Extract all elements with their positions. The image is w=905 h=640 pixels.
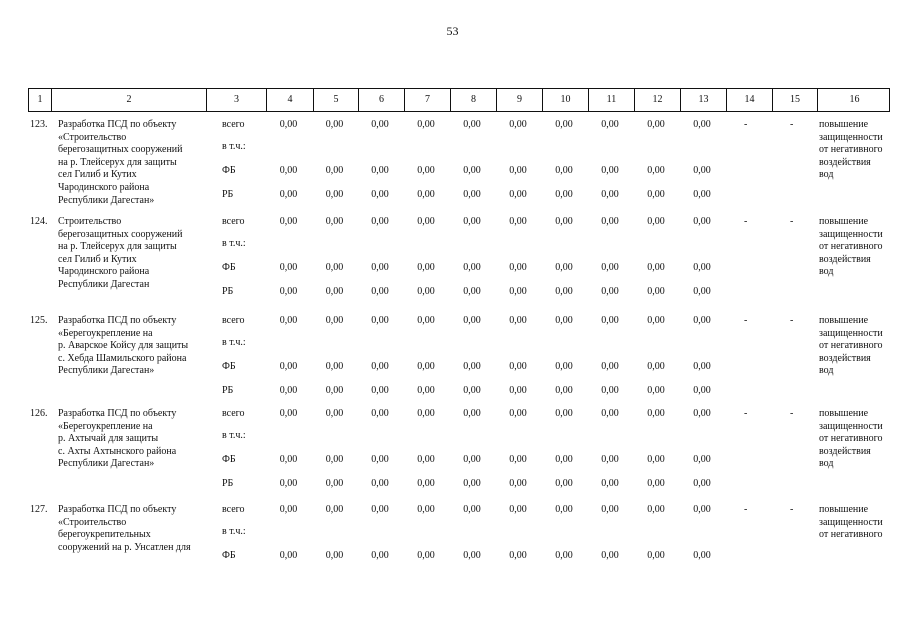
effect-line: повышение	[819, 504, 869, 515]
value-cell: 0,00	[693, 315, 711, 326]
col14-value: -	[744, 504, 748, 515]
value-cell: 0,00	[509, 286, 527, 297]
row-description-line: Разработка ПСД по объекту	[58, 119, 177, 130]
value-cell: 0,00	[417, 550, 435, 561]
row-description-line: берегоукрепительных	[58, 529, 151, 541]
col14-value: -	[744, 119, 748, 130]
value-cell: 0,00	[555, 189, 573, 200]
value-cell: 0,00	[279, 165, 298, 176]
effect-line: повышение	[819, 216, 869, 227]
row-description-line: с. Хебда Шамильского района	[58, 352, 187, 364]
value-cell: 0,00	[417, 262, 435, 273]
value-cell: 0,00	[463, 286, 481, 297]
value-cell: 0,00	[647, 454, 665, 465]
value-cell: 0,00	[647, 478, 665, 489]
value-cell: 0,00	[417, 216, 435, 227]
value-cell: 0,00	[509, 119, 527, 130]
value-cell: 0,00	[325, 454, 344, 465]
effect-line: вод	[819, 365, 834, 377]
effect-line: защищенности	[819, 131, 883, 143]
header-col-7: 7	[404, 89, 450, 111]
effect-line: вод	[819, 266, 834, 278]
value-cell: 0,00	[647, 165, 665, 176]
financing-label: в т.ч.:	[222, 141, 246, 152]
value-cell: 0,00	[279, 550, 298, 561]
col15-value: -	[790, 119, 794, 130]
value-cell: 0,00	[555, 119, 573, 130]
value-cell: 0,00	[279, 262, 298, 273]
value-cell: 0,00	[463, 315, 481, 326]
col15-value: -	[790, 408, 794, 419]
row-description-line: на р. Тлейсерух для защиты	[58, 156, 177, 168]
row-description-line: «Строительство	[58, 516, 127, 528]
value-cell: 0,00	[279, 385, 298, 396]
financing-label: в т.ч.:	[222, 430, 246, 441]
effect-line: от негативного	[819, 241, 883, 253]
effect-line: воздействия	[819, 253, 871, 265]
value-cell: 0,00	[325, 216, 344, 227]
value-cell: 0,00	[693, 119, 711, 130]
value-cell: 0,00	[417, 478, 435, 489]
col14-value: -	[744, 216, 748, 227]
effect-line: от негативного	[819, 433, 883, 445]
page-number: 53	[446, 24, 459, 38]
value-cell: 0,00	[279, 454, 298, 465]
financing-label: всего	[222, 408, 245, 419]
value-cell: 0,00	[509, 408, 527, 419]
financing-label: РБ	[222, 189, 234, 200]
value-cell: 0,00	[601, 165, 619, 176]
value-cell: 0,00	[555, 504, 573, 515]
value-cell: 0,00	[279, 286, 298, 297]
value-cell: 0,00	[601, 315, 619, 326]
value-cell: 0,00	[647, 550, 665, 561]
row-description-line: р. Ахтычай для защиты	[58, 433, 159, 445]
value-cell: 0,00	[601, 262, 619, 273]
table-header	[28, 88, 890, 112]
value-cell: 0,00	[647, 408, 665, 419]
value-cell: 0,00	[463, 408, 481, 419]
value-cell: 0,00	[601, 454, 619, 465]
header-col-10: 10	[542, 89, 588, 111]
value-cell: 0,00	[509, 189, 527, 200]
value-cell: 0,00	[555, 361, 573, 372]
value-cell: 0,00	[417, 286, 435, 297]
financing-label: в т.ч.:	[222, 238, 246, 249]
value-cell: 0,00	[371, 454, 389, 465]
value-cell: 0,00	[371, 408, 389, 419]
value-cell: 0,00	[601, 119, 619, 130]
value-cell: 0,00	[693, 408, 711, 419]
value-cell: 0,00	[601, 550, 619, 561]
header-col-8: 8	[450, 89, 496, 111]
header-col-12: 12	[634, 89, 680, 111]
value-cell: 0,00	[555, 216, 573, 227]
header-col-3: 3	[206, 89, 266, 111]
financing-label: ФБ	[222, 361, 236, 372]
value-cell: 0,00	[555, 165, 573, 176]
financing-label: ФБ	[222, 165, 236, 176]
value-cell: 0,00	[371, 165, 389, 176]
value-cell: 0,00	[417, 165, 435, 176]
row-description-line: сооружений на р. Унсатлен для	[58, 541, 191, 553]
financing-label: РБ	[222, 478, 234, 489]
value-cell: 0,00	[371, 119, 389, 130]
value-cell: 0,00	[693, 454, 711, 465]
financing-label: РБ	[222, 385, 234, 396]
effect-line: вод	[819, 458, 834, 470]
value-cell: 0,00	[693, 550, 711, 561]
row-description-line: Республики Дагестан	[58, 279, 150, 290]
effect-line: повышение	[819, 315, 869, 326]
value-cell: 0,00	[555, 550, 573, 561]
value-cell: 0,00	[601, 385, 619, 396]
effect-line: от негативного	[819, 340, 883, 352]
value-cell: 0,00	[463, 550, 481, 561]
value-cell: 0,00	[509, 262, 527, 273]
effect-line: защищенности	[819, 420, 883, 432]
value-cell: 0,00	[509, 385, 527, 396]
financing-label: в т.ч.:	[222, 526, 246, 537]
financing-label: всего	[222, 315, 245, 326]
value-cell: 0,00	[417, 454, 435, 465]
value-cell: 0,00	[601, 216, 619, 227]
value-cell: 0,00	[371, 315, 389, 326]
header-col-9: 9	[496, 89, 542, 111]
value-cell: 0,00	[279, 361, 298, 372]
value-cell: 0,00	[417, 504, 435, 515]
value-cell: 0,00	[325, 286, 344, 297]
value-cell: 0,00	[555, 454, 573, 465]
col15-value: -	[790, 504, 794, 515]
value-cell: 0,00	[325, 478, 344, 489]
value-cell: 0,00	[647, 216, 665, 227]
effect-line: защищенности	[819, 516, 883, 528]
row-number: 124.	[30, 216, 48, 227]
value-cell: 0,00	[601, 286, 619, 297]
value-cell: 0,00	[279, 216, 298, 227]
value-cell: 0,00	[509, 454, 527, 465]
effect-line: вод	[819, 169, 834, 181]
header-col-5: 5	[313, 89, 358, 111]
financing-label: в т.ч.:	[222, 337, 246, 348]
value-cell: 0,00	[417, 189, 435, 200]
value-cell: 0,00	[693, 262, 711, 273]
value-cell: 0,00	[325, 262, 344, 273]
col14-value: -	[744, 315, 748, 326]
effect-line: воздействия	[819, 352, 871, 364]
value-cell: 0,00	[693, 189, 711, 200]
value-cell: 0,00	[417, 315, 435, 326]
value-cell: 0,00	[325, 385, 344, 396]
value-cell: 0,00	[509, 216, 527, 227]
value-cell: 0,00	[509, 478, 527, 489]
value-cell: 0,00	[647, 315, 665, 326]
value-cell: 0,00	[463, 165, 481, 176]
effect-line: от негативного	[819, 529, 883, 541]
value-cell: 0,00	[325, 408, 344, 419]
header-col-11: 11	[588, 89, 634, 111]
value-cell: 0,00	[463, 478, 481, 489]
value-cell: 0,00	[693, 216, 711, 227]
value-cell: 0,00	[371, 286, 389, 297]
value-cell: 0,00	[325, 315, 344, 326]
financing-label: РБ	[222, 286, 234, 297]
value-cell: 0,00	[279, 504, 298, 515]
row-description-line: «Берегоукрепление на	[58, 327, 153, 339]
row-description-line: с. Ахты Ахтынского района	[58, 445, 177, 457]
effect-line: повышение	[819, 119, 869, 130]
value-cell: 0,00	[509, 165, 527, 176]
row-description-line: Чародинского района	[58, 182, 150, 193]
value-cell: 0,00	[647, 504, 665, 515]
effect-line: воздействия	[819, 445, 871, 457]
row-description-line: «Берегоукрепление на	[58, 420, 153, 432]
header-col-14: 14	[726, 89, 772, 111]
value-cell: 0,00	[647, 361, 665, 372]
row-description-line: Разработка ПСД по объекту	[58, 315, 177, 326]
value-cell: 0,00	[279, 315, 298, 326]
value-cell: 0,00	[371, 189, 389, 200]
value-cell: 0,00	[601, 478, 619, 489]
row-description-line: р. Аварское Койсу для защиты	[58, 340, 189, 352]
value-cell: 0,00	[325, 550, 344, 561]
effect-line: защищенности	[819, 228, 883, 240]
value-cell: 0,00	[417, 361, 435, 372]
header-col-13: 13	[680, 89, 726, 111]
effect-line: защищенности	[819, 327, 883, 339]
value-cell: 0,00	[463, 262, 481, 273]
value-cell: 0,00	[509, 550, 527, 561]
header-col-1: 1	[37, 94, 43, 105]
row-description-line: Республики Дагестан»	[58, 365, 155, 377]
row-description-line: Чародинского района	[58, 266, 150, 278]
header-col-2: 2	[51, 89, 206, 111]
value-cell: 0,00	[371, 385, 389, 396]
header-col-6: 6	[358, 89, 404, 111]
value-cell: 0,00	[601, 361, 619, 372]
row-number: 123.	[30, 119, 48, 130]
row-description-line: «Строительство	[58, 131, 127, 143]
value-cell: 0,00	[647, 385, 665, 396]
value-cell: 0,00	[463, 385, 481, 396]
value-cell: 0,00	[463, 454, 481, 465]
value-cell: 0,00	[371, 361, 389, 372]
value-cell: 0,00	[371, 550, 389, 561]
row-description-line: на р. Тлейсерух для защиты	[58, 241, 177, 253]
value-cell: 0,00	[371, 262, 389, 273]
value-cell: 0,00	[463, 361, 481, 372]
col15-value: -	[790, 216, 794, 227]
value-cell: 0,00	[325, 165, 344, 176]
financing-label: ФБ	[222, 550, 236, 561]
value-cell: 0,00	[509, 315, 527, 326]
effect-line: воздействия	[819, 156, 871, 168]
value-cell: 0,00	[509, 504, 527, 515]
value-cell: 0,00	[371, 478, 389, 489]
value-cell: 0,00	[509, 361, 527, 372]
row-description-line: Разработка ПСД по объекту	[58, 408, 177, 419]
value-cell: 0,00	[647, 189, 665, 200]
value-cell: 0,00	[417, 119, 435, 130]
effect-line: от негативного	[819, 144, 883, 156]
value-cell: 0,00	[693, 165, 711, 176]
value-cell: 0,00	[555, 315, 573, 326]
header-col-4: 4	[266, 89, 313, 111]
row-description-line: Республики Дагестан»	[58, 194, 155, 206]
col15-value: -	[790, 315, 794, 326]
value-cell: 0,00	[463, 216, 481, 227]
value-cell: 0,00	[647, 262, 665, 273]
value-cell: 0,00	[647, 286, 665, 297]
row-description-line: берегозащитных сооружений	[58, 144, 183, 156]
value-cell: 0,00	[371, 504, 389, 515]
value-cell: 0,00	[279, 478, 298, 489]
value-cell: 0,00	[693, 478, 711, 489]
value-cell: 0,00	[463, 189, 481, 200]
value-cell: 0,00	[601, 408, 619, 419]
financing-label: всего	[222, 119, 245, 130]
value-cell: 0,00	[371, 216, 389, 227]
row-description-line: Строительство	[58, 216, 122, 227]
row-description-line: сел Гилиб и Кутих	[58, 169, 137, 181]
value-cell: 0,00	[417, 408, 435, 419]
col14-value: -	[744, 408, 748, 419]
value-cell: 0,00	[555, 262, 573, 273]
value-cell: 0,00	[417, 385, 435, 396]
value-cell: 0,00	[693, 361, 711, 372]
value-cell: 0,00	[601, 504, 619, 515]
value-cell: 0,00	[325, 504, 344, 515]
row-number: 126.	[30, 408, 48, 419]
effect-line: повышение	[819, 408, 869, 419]
value-cell: 0,00	[279, 408, 298, 419]
value-cell: 0,00	[463, 119, 481, 130]
row-description-line: берегозащитных сооружений	[58, 228, 183, 240]
header-col-16: 16	[817, 89, 891, 111]
row-description-line: Разработка ПСД по объекту	[58, 504, 177, 515]
row-description-line: сел Гилиб и Кутих	[58, 253, 137, 265]
value-cell: 0,00	[279, 189, 298, 200]
value-cell: 0,00	[601, 189, 619, 200]
value-cell: 0,00	[693, 385, 711, 396]
header-col-15: 15	[772, 89, 817, 111]
value-cell: 0,00	[555, 408, 573, 419]
value-cell: 0,00	[693, 504, 711, 515]
row-number: 125.	[30, 315, 48, 326]
value-cell: 0,00	[647, 119, 665, 130]
row-description-line: Республики Дагестан»	[58, 458, 155, 470]
value-cell: 0,00	[325, 119, 344, 130]
value-cell: 0,00	[325, 361, 344, 372]
value-cell: 0,00	[325, 189, 344, 200]
financing-label: ФБ	[222, 262, 236, 273]
financing-label: всего	[222, 504, 245, 515]
value-cell: 0,00	[463, 504, 481, 515]
row-number: 127.	[30, 504, 48, 515]
value-cell: 0,00	[279, 119, 298, 130]
value-cell: 0,00	[555, 478, 573, 489]
financing-label: ФБ	[222, 454, 236, 465]
value-cell: 0,00	[555, 385, 573, 396]
financing-label: всего	[222, 216, 245, 227]
value-cell: 0,00	[693, 286, 711, 297]
value-cell: 0,00	[555, 286, 573, 297]
